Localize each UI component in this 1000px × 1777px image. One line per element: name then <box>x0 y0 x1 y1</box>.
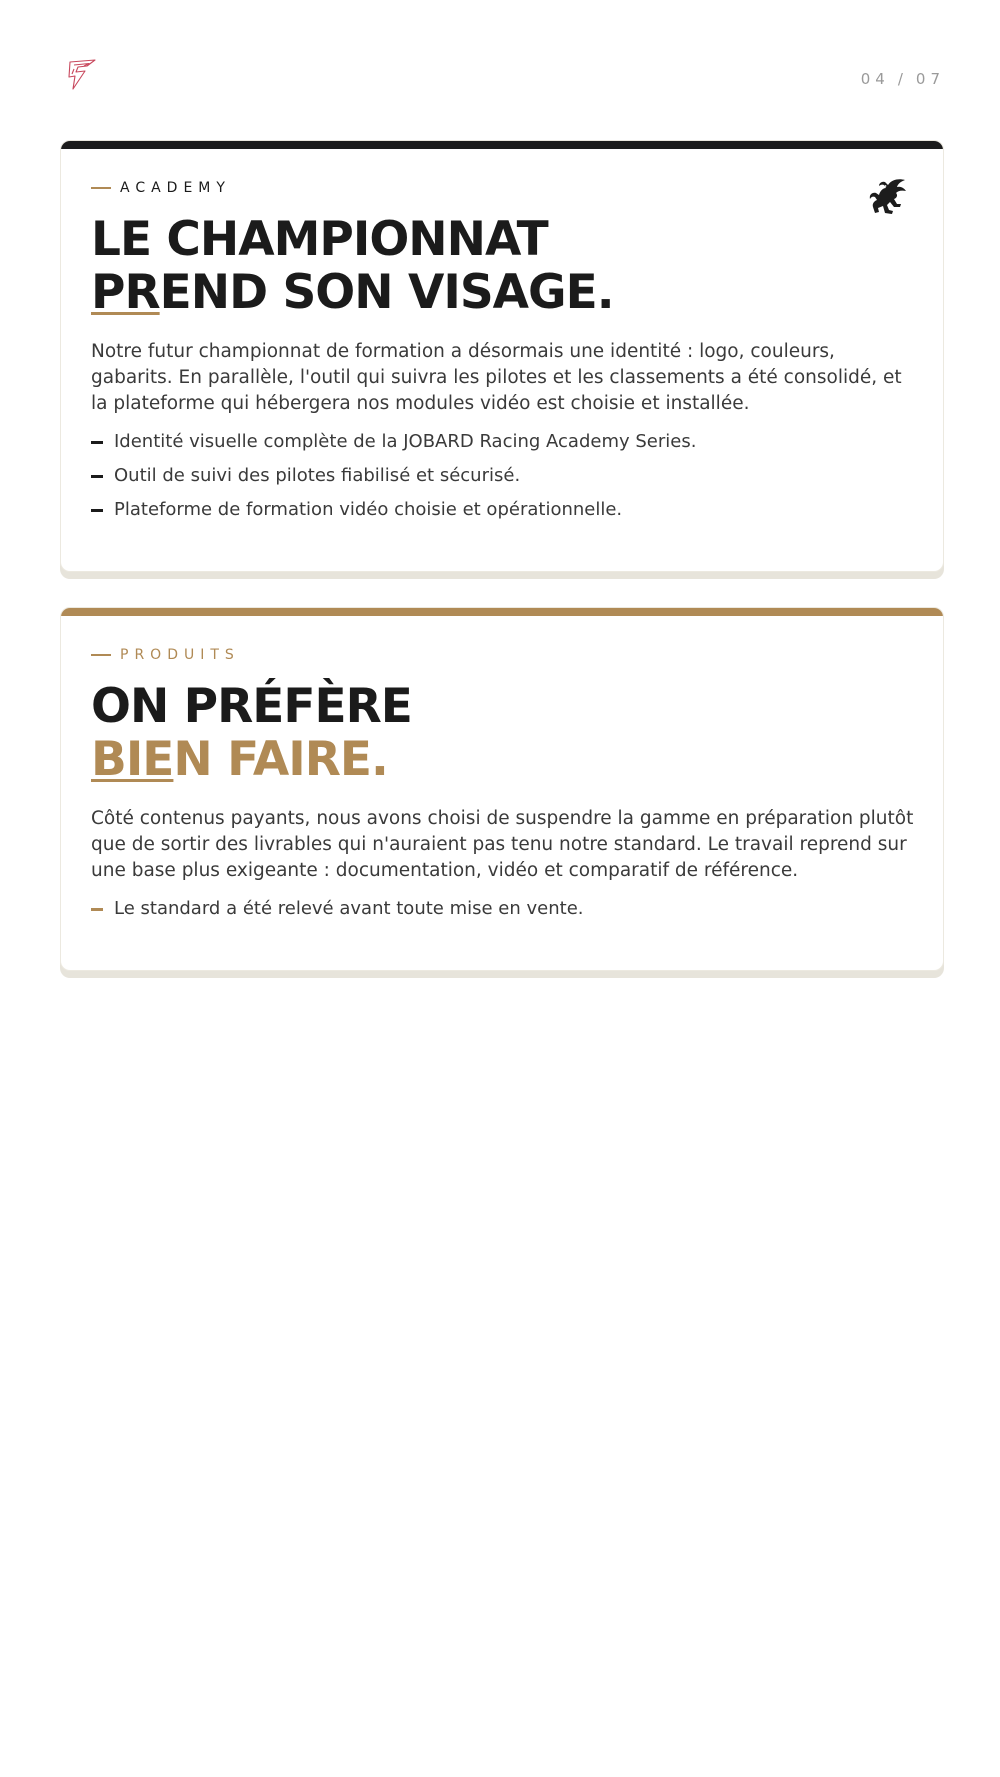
bullet-list <box>91 896 913 922</box>
headline-underlined-part: PR <box>91 265 160 320</box>
jobard-lightning-logo-icon <box>65 58 97 92</box>
eyebrow-dash <box>91 654 111 656</box>
body-paragraph: Notre futur championnat de formation a désormais une identité : logo, couleurs, gabarits. En parallèle, l'outil qui suivra les pilotes et les classements a été consolidé, et la plateforme qui hébergera nos modules vidéo est choisie et installée. <box>91 341 902 414</box>
bullet-dash <box>91 475 103 478</box>
page-total: 07 <box>915 70 945 88</box>
eyebrow <box>91 646 913 664</box>
bullet-dash <box>91 441 103 444</box>
headline-line-2 <box>91 266 913 319</box>
list-item-text: Identité visuelle complète de la JOBARD Racing Academy Series. <box>114 431 697 452</box>
academy-card-content <box>91 179 913 531</box>
headline-rest: N FAIRE. <box>173 732 388 787</box>
bullet-dash <box>91 509 103 512</box>
headline-underlined-part: BIE <box>91 732 174 787</box>
headline-rest: END SON VISAGE. <box>159 265 614 320</box>
section-headline <box>91 213 913 319</box>
headline-line-2 <box>91 733 913 786</box>
list-item <box>91 497 913 523</box>
list-item-text: Plateforme de formation vidéo choisie et opérationnelle. <box>114 499 623 520</box>
headline-line-1: ON PRÉFÈRE <box>91 679 412 734</box>
list-item-text: Le standard a été relevé avant toute mise en vente. <box>114 898 584 919</box>
bullet-dash <box>91 908 103 911</box>
section-headline <box>91 680 913 786</box>
page-counter <box>861 70 945 88</box>
card-top-bar <box>61 608 943 616</box>
body-paragraph: Côté contenus payants, nous avons choisi de suspendre la gamme en préparation plutôt que de sortir des livrables qui n'auraient pas tenu notre standard. Le travail reprend sur une base plus exigeante : documentation, vidéo et comparatif de référence. <box>91 808 914 881</box>
list-item <box>91 429 913 455</box>
eyebrow <box>91 179 913 197</box>
eyebrow-label: ACADEMY <box>120 180 231 196</box>
bullet-list <box>91 429 913 523</box>
headline-line-1: LE CHAMPIONNAT <box>91 212 548 267</box>
eyebrow-label: PRODUITS <box>120 647 240 663</box>
produits-card-content <box>91 646 913 930</box>
page-header <box>61 58 945 94</box>
card-top-bar <box>61 141 943 149</box>
list-item <box>91 896 913 922</box>
list-item <box>91 463 913 489</box>
produits-card <box>60 607 944 971</box>
list-item-text: Outil de suivi des pilotes fiabilisé et sécurisé. <box>114 465 521 486</box>
page-separator: / <box>897 70 908 88</box>
page-current: 04 <box>860 70 890 88</box>
eyebrow-dash <box>91 187 111 189</box>
academy-card <box>60 140 944 572</box>
